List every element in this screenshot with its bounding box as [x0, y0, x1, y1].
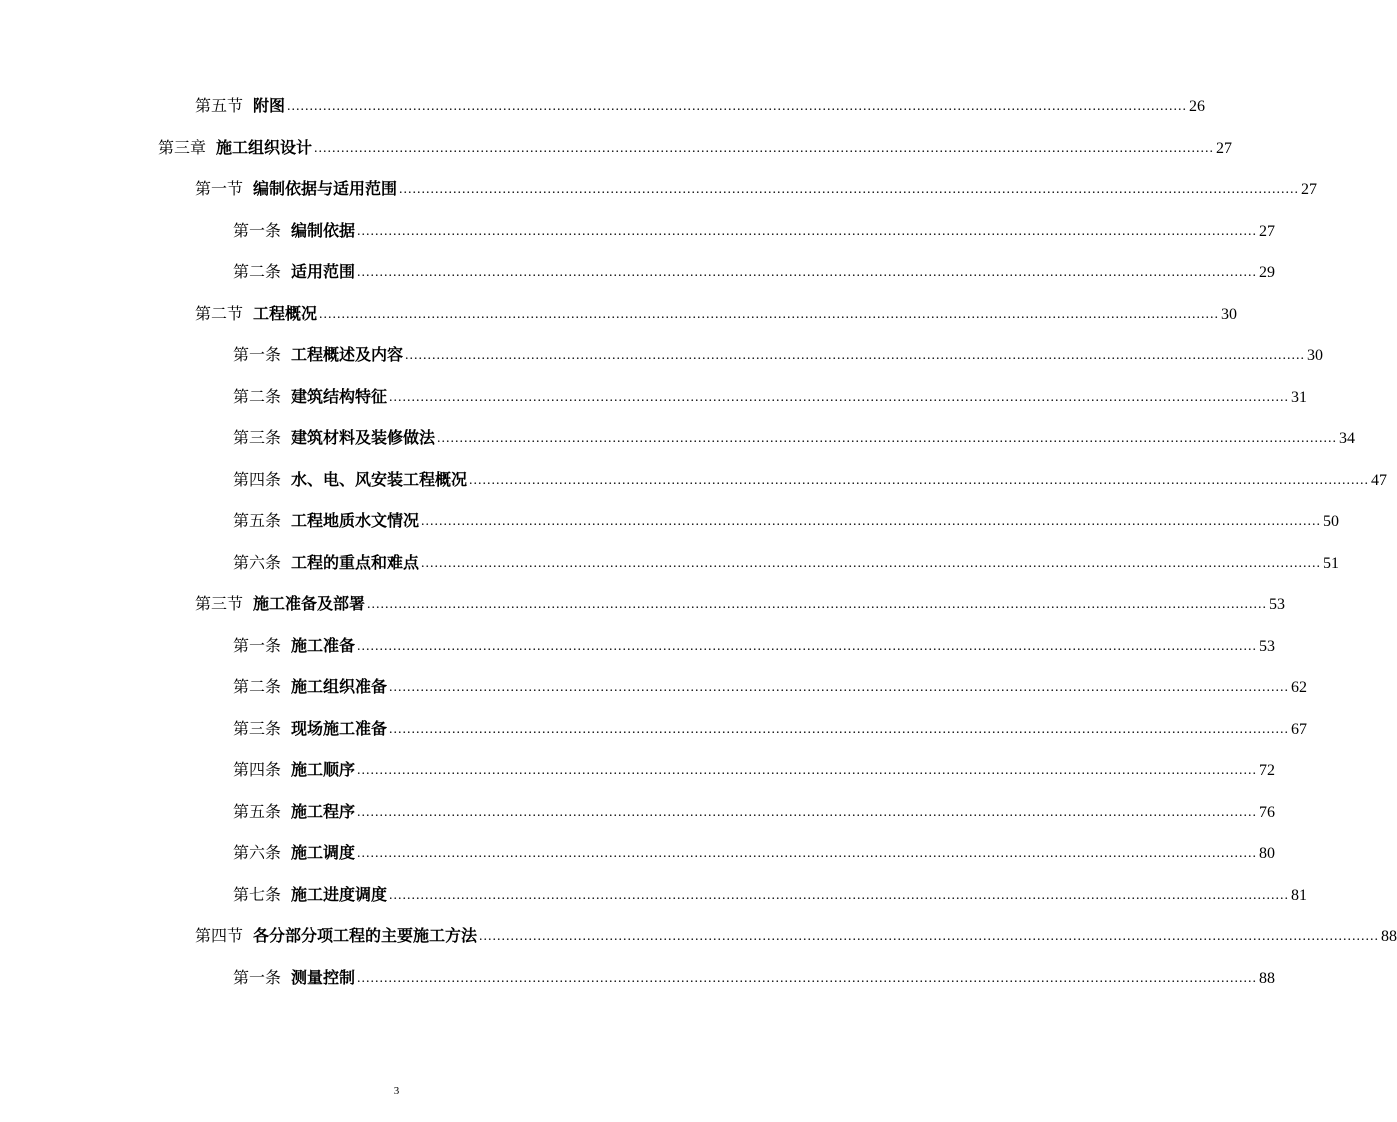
toc-entry-number: 第二节 — [195, 303, 244, 323]
toc-entry-number: 第一节 — [195, 179, 244, 198]
toc-entry-number: 第三节 — [195, 594, 244, 613]
toc-entry-title: 施工准备及部署 — [253, 594, 366, 613]
toc-entry-page: 30 — [1221, 305, 1238, 323]
toc-entry-number: 第四条 — [233, 469, 282, 489]
toc-entry[interactable] — [0, 635, 1276, 678]
toc-dot-leader: ........................................................................................................................................................................................................ — [479, 929, 1380, 944]
toc-entry[interactable] — [0, 843, 1276, 885]
toc-entry-title: 施工组织准备 — [291, 677, 388, 696]
toc-entry-page: 88 — [1381, 928, 1397, 945]
toc-dot-leader: ........................................................................................................................................................................................................ — [389, 721, 1290, 737]
toc-entry-page: 30 — [1307, 347, 1324, 364]
toc-entry-page: 27 — [1216, 139, 1233, 157]
toc-entry[interactable] — [0, 967, 1276, 1010]
toc-entry-number: 第五条 — [233, 801, 282, 821]
toc-entry-title: 建筑结构特征 — [291, 386, 388, 406]
toc-dot-leader: ........................................................................................................................................................................................................ — [314, 140, 1215, 156]
toc-entry-page: 53 — [1259, 637, 1276, 655]
toc-entry[interactable] — [0, 428, 1356, 470]
toc-dot-leader: ........................................................................................................................................................................................................ — [399, 182, 1300, 197]
toc-entry-page: 72 — [1259, 762, 1276, 779]
toc-entry-page: 88 — [1259, 969, 1276, 987]
toc-entry-title: 各分部分项工程的主要施工方法 — [253, 926, 478, 945]
toc-dot-leader: ........................................................................................................................................................................................................ — [357, 223, 1258, 239]
page-number: 3 — [393, 1085, 400, 1097]
toc-entry[interactable] — [0, 884, 1308, 927]
toc-entry-number: 第一条 — [233, 967, 282, 987]
toc-entry-page: 76 — [1259, 803, 1276, 821]
toc-dot-leader: ........................................................................................................................................................................................................ — [389, 680, 1290, 695]
toc-entry-number: 第七条 — [233, 884, 282, 904]
toc-entry-page: 27 — [1301, 181, 1318, 198]
toc-entry-number: 第一条 — [233, 345, 282, 364]
toc-entry-number: 第六条 — [233, 843, 282, 862]
toc-entry-title: 施工进度调度 — [291, 884, 388, 904]
toc-entry[interactable] — [0, 718, 1308, 761]
toc-dot-leader: ........................................................................................................................................................................................................ — [357, 804, 1258, 820]
toc-entry-page: 34 — [1339, 430, 1356, 447]
toc-dot-leader: ........................................................................................................................................................................................................ — [357, 970, 1258, 986]
toc-entry-page: 47 — [1371, 471, 1388, 489]
toc-entry-number: 第一条 — [233, 635, 282, 655]
toc-dot-leader: ........................................................................................................................................................................................................ — [357, 265, 1258, 280]
toc-entry[interactable] — [0, 801, 1276, 844]
toc-entry[interactable] — [0, 262, 1276, 304]
toc-entry-page: 53 — [1269, 596, 1286, 613]
toc-entry-title: 编制依据 — [291, 220, 356, 240]
toc-entry-number: 第五节 — [195, 96, 244, 115]
toc-dot-leader: ........................................................................................................................................................................................................ — [389, 887, 1290, 903]
toc-dot-leader: ........................................................................................................................................................................................................ — [319, 306, 1220, 322]
toc-entry-number: 第四条 — [233, 760, 282, 779]
toc-entry-number: 第六条 — [233, 552, 282, 572]
toc-entry-title: 适用范围 — [291, 262, 356, 281]
toc-entry-title: 施工调度 — [291, 843, 356, 862]
toc-entry-title: 现场施工准备 — [291, 718, 388, 738]
toc-entry[interactable] — [0, 511, 1340, 553]
toc-entry[interactable] — [0, 179, 1318, 221]
toc-dot-leader: ........................................................................................................................................................................................................ — [357, 846, 1258, 861]
toc-entry-title: 测量控制 — [291, 967, 356, 987]
toc-dot-leader: ........................................................................................................................................................................................................ — [389, 389, 1290, 405]
toc-entry-number: 第四节 — [195, 926, 244, 945]
toc-dot-leader: ........................................................................................................................................................................................................ — [437, 431, 1338, 446]
toc-entry-number: 第五条 — [233, 511, 282, 530]
toc-dot-leader: ........................................................................................................................................................................................................ — [367, 597, 1268, 612]
toc-entry-page: 31 — [1291, 388, 1308, 406]
table-of-contents — [0, 96, 1397, 1009]
toc-dot-leader: ........................................................................................................................................................................................................ — [357, 763, 1258, 778]
toc-entry[interactable] — [0, 386, 1308, 429]
toc-entry[interactable] — [0, 303, 1238, 346]
toc-dot-leader: ........................................................................................................................................................................................................ — [287, 99, 1188, 114]
toc-entry-page: 29 — [1259, 264, 1276, 281]
toc-entry-number: 第三条 — [233, 718, 282, 738]
toc-entry[interactable] — [0, 552, 1340, 595]
toc-entry-page: 27 — [1259, 222, 1276, 240]
toc-entry-title: 施工程序 — [291, 801, 356, 821]
toc-entry[interactable] — [0, 345, 1324, 387]
toc-entry-page: 81 — [1291, 886, 1308, 904]
toc-entry-number: 第三条 — [233, 428, 282, 447]
toc-entry-number: 第二条 — [233, 262, 282, 281]
toc-entry-page: 62 — [1291, 679, 1308, 696]
toc-entry-number: 第二条 — [233, 677, 282, 696]
toc-entry-title: 施工顺序 — [291, 760, 356, 779]
toc-entry-number: 第二条 — [233, 386, 282, 406]
toc-dot-leader: ........................................................................................................................................................................................................ — [421, 514, 1322, 529]
toc-entry-page: 50 — [1323, 513, 1340, 530]
toc-entry[interactable] — [0, 96, 1206, 138]
toc-dot-leader: ........................................................................................................................................................................................................ — [357, 638, 1258, 654]
toc-entry-title: 附图 — [253, 96, 286, 115]
toc-entry-page: 80 — [1259, 845, 1276, 862]
toc-entry-title: 施工组织设计 — [216, 137, 313, 157]
toc-entry[interactable] — [0, 594, 1286, 636]
toc-entry[interactable] — [0, 760, 1276, 802]
toc-entry-page: 51 — [1323, 554, 1340, 572]
toc-dot-leader: ........................................................................................................................................................................................................ — [421, 555, 1322, 571]
toc-entry[interactable] — [0, 926, 1397, 968]
toc-entry[interactable] — [0, 677, 1308, 719]
toc-entry-title: 工程的重点和难点 — [291, 552, 420, 572]
toc-entry-title: 施工准备 — [291, 635, 356, 655]
toc-entry-page: 67 — [1291, 720, 1308, 738]
toc-entry-title: 建筑材料及装修做法 — [291, 428, 436, 447]
toc-entry-title: 工程概况 — [253, 303, 318, 323]
toc-entry-page: 26 — [1189, 98, 1206, 115]
toc-entry-number: 第三章 — [158, 137, 207, 157]
toc-entry-number: 第一条 — [233, 220, 282, 240]
toc-entry-title: 工程地质水文情况 — [291, 511, 420, 530]
toc-dot-leader: ........................................................................................................................................................................................................ — [405, 348, 1306, 363]
toc-entry[interactable] — [0, 137, 1233, 180]
toc-entry-title: 水、电、风安装工程概况 — [291, 469, 468, 489]
toc-entry-title: 工程概述及内容 — [291, 345, 404, 364]
toc-entry[interactable] — [0, 469, 1388, 512]
toc-entry[interactable] — [0, 220, 1276, 263]
toc-dot-leader: ........................................................................................................................................................................................................ — [469, 472, 1370, 488]
toc-entry-title: 编制依据与适用范围 — [253, 179, 398, 198]
